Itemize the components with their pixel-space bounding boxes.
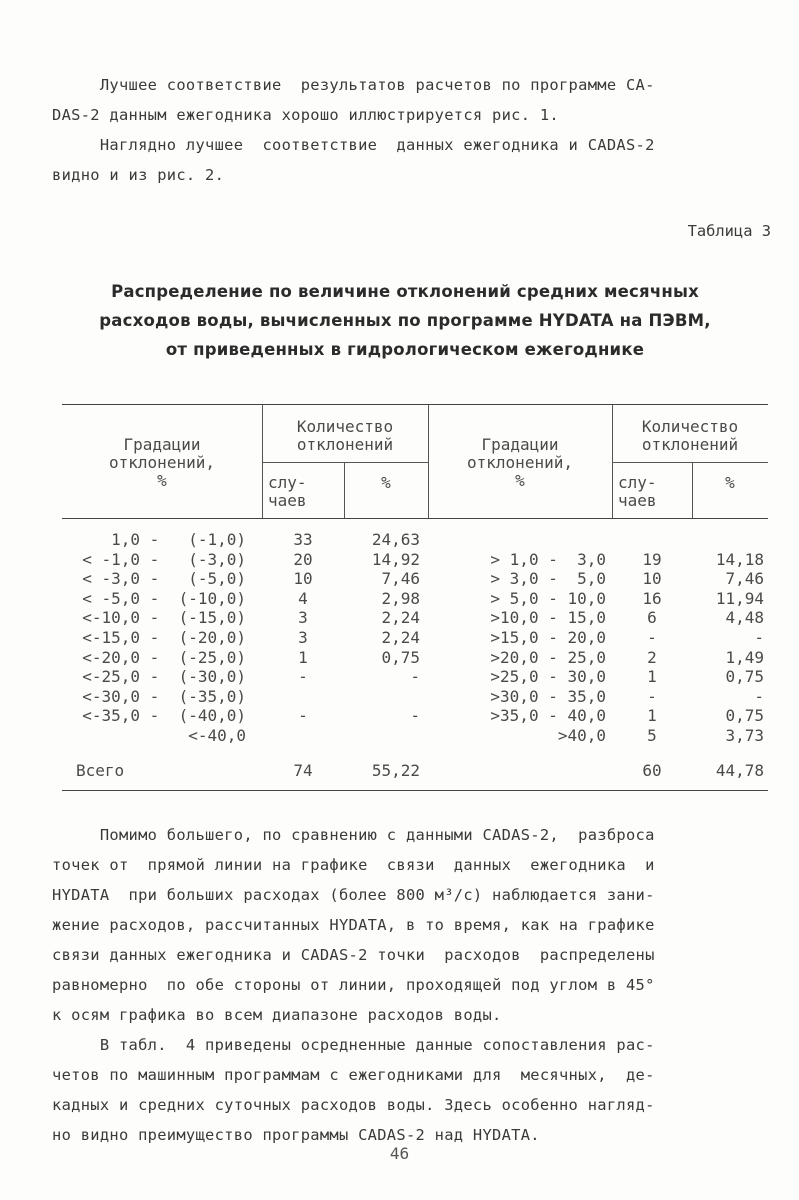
table-caption-line: Распределение по величине отклонений средних месячных	[111, 282, 699, 301]
table-bottom-rule	[62, 790, 768, 791]
header-gradation-right: Градации отклонений, %	[467, 435, 573, 490]
table-cell-gradation: <-20,0 - (-25,0)	[82, 647, 246, 667]
table-cell-gradation: >25,0 - 30,0	[490, 667, 606, 687]
table-cell-cases: 5	[647, 725, 657, 745]
paragraph-line: Лучшее соответствие результатов расчетов по программе CA-	[52, 76, 655, 94]
paragraph-line: HYDATA при больших расходах (более 800 м³/с) наблюдается зани-	[52, 886, 655, 904]
table-cell-cases: 2	[647, 647, 657, 667]
table-cell-percent	[344, 726, 420, 746]
table-cell-cases: 19	[642, 549, 662, 569]
table-cell-cases: 1	[298, 647, 308, 667]
table-cell-gradation: > 3,0 - 5,0	[490, 569, 606, 589]
total-label: Всего	[76, 761, 125, 780]
table-cell-percent: 7,46	[725, 569, 764, 589]
table-cell-cases	[262, 687, 344, 707]
table-header-rule	[62, 518, 768, 519]
table-cell-cases: -	[298, 667, 308, 687]
paragraph-line: но видно преимущество программы CADAS-2 над HYDATA.	[52, 1126, 540, 1144]
total-right-percent: 44,78	[715, 761, 764, 780]
header-percent-left: %	[381, 473, 391, 492]
table-cell-cases: -	[647, 627, 657, 647]
left-percents-column	[344, 530, 420, 746]
left-cases-column	[262, 530, 344, 746]
table-cell-gradation: >40,0	[557, 725, 606, 745]
table-cell-cases: 33	[293, 530, 313, 549]
table-cell-percent: 2,24	[381, 608, 420, 628]
table-cell-percent: 14,92	[371, 549, 420, 569]
table-caption-line: от приведенных в гидрологическом ежегоднике	[165, 340, 645, 359]
right-cases-column	[612, 530, 692, 746]
table-cell-cases: 1	[647, 667, 657, 687]
table-cell-gradation: 1,0 - (-1,0)	[111, 530, 246, 549]
paragraph-line: DAS-2 данным ежегодника хорошо иллюстрируется рис. 1.	[52, 106, 559, 124]
table-cell-percent: 0,75	[725, 706, 764, 726]
header-sub-rule-left	[262, 462, 428, 463]
right-percents-column	[692, 530, 764, 746]
paragraph-line: равномерно по обе стороны от линии, проходящей под углом в 45°	[52, 976, 655, 994]
table-label: Таблица 3	[687, 222, 771, 240]
total-left-percent: 55,22	[371, 761, 420, 780]
table-cell-cases: 10	[293, 569, 313, 589]
table-cell-percent: 2,98	[381, 588, 420, 608]
paragraph-line: к осям графика во всем диапазоне расходов воды.	[52, 1006, 502, 1024]
table-cell-percent: -	[754, 686, 764, 706]
table-cell-gradation: <-35,0 - (-40,0)	[82, 706, 246, 726]
paragraph-line: Помимо большего, по сравнению с данными CADAS-2, разброса	[52, 826, 655, 844]
header-count-left: Количество отклонений	[296, 417, 394, 454]
paragraph-line: Наглядно лучшее соответствие данных ежегодника и CADAS-2	[52, 136, 655, 154]
table-top-rule	[62, 404, 768, 405]
table-cell-percent: 2,24	[381, 627, 420, 647]
table-cell-cases: 6	[647, 608, 657, 628]
table-cell-percent: 0,75	[725, 667, 764, 687]
paragraph-line: точек от прямой линии на графике связи данных ежегодника и	[52, 856, 655, 874]
table-cell-cases: 3	[298, 627, 308, 647]
table-cell-cases: 4	[298, 588, 308, 608]
header-count-right: Количество отклонений	[641, 417, 739, 454]
paragraph-line: В табл. 4 приведены осредненные данные сопоставления рас-	[52, 1036, 655, 1054]
header-gradation-left: Градации отклонений, %	[109, 435, 215, 490]
table-cell-gradation: >15,0 - 20,0	[490, 627, 606, 647]
table-cell-gradation: > 5,0 - 10,0	[490, 588, 606, 608]
paragraph-line: четов по машинным программам с ежегодниками для месячных, де-	[52, 1066, 655, 1084]
table-cell-gradation: < -1,0 - (-3,0)	[82, 549, 246, 569]
table-cell-percent: 3,73	[725, 725, 764, 745]
table-cell-percent: 11,94	[715, 588, 764, 608]
table-cell-gradation	[428, 530, 606, 550]
table-cell-gradation: <-15,0 - (-20,0)	[82, 627, 246, 647]
table-cell-cases: 16	[642, 588, 662, 608]
table-cell-gradation: >30,0 - 35,0	[490, 686, 606, 706]
right-gradations-column	[428, 530, 606, 746]
table-cell-cases: 3	[298, 608, 308, 628]
table-cell-cases: 10	[642, 569, 662, 589]
header-cases-left: слу- чаев	[268, 473, 307, 510]
table-cell-cases: 1	[647, 706, 657, 726]
paragraph-line: жение расходов, рассчитанных HYDATA, в то время, как на графике	[52, 916, 655, 934]
table-cell-gradation: <-10,0 - (-15,0)	[82, 608, 246, 628]
table-cell-percent: -	[754, 627, 764, 647]
table-caption-line: расходов воды, вычисленных по программе HYDATA на ПЭВМ,	[99, 311, 711, 330]
table-cell-percent: 14,18	[715, 549, 764, 569]
table-cell-percent: 7,46	[381, 569, 420, 589]
table-cell-percent	[344, 687, 420, 707]
total-right-cases: 60	[642, 761, 662, 780]
left-gradations-column	[62, 530, 246, 746]
table-cell-gradation: > 1,0 - 3,0	[490, 549, 606, 569]
header-sub-rule-right	[612, 462, 768, 463]
table-cell-percent: -	[410, 667, 420, 687]
table-cell-percent: 1,49	[725, 647, 764, 667]
table-cell-gradation: <-40,0	[188, 725, 246, 745]
table-cell-cases: -	[298, 706, 308, 726]
table-cell-gradation: < -5,0 - (-10,0)	[82, 588, 246, 608]
paragraph-line: кадных и средних суточных расходов воды. Здесь особенно нагляд-	[52, 1096, 655, 1114]
table-cell-percent: 24,63	[371, 530, 420, 549]
table-cell-gradation: >35,0 - 40,0	[490, 706, 606, 726]
total-left-cases: 74	[293, 761, 313, 780]
table-cell-percent: 0,75	[381, 647, 420, 667]
table-cell-cases	[612, 530, 692, 550]
paragraph-line: связи данных ежегодника и CADAS-2 точки расходов распределены	[52, 946, 655, 964]
header-cases-right: слу- чаев	[618, 473, 657, 510]
table-cell-cases	[262, 726, 344, 746]
table-cell-percent	[692, 530, 764, 550]
table-cell-gradation: >20,0 - 25,0	[490, 647, 606, 667]
table-cell-percent: -	[410, 706, 420, 726]
table-cell-gradation: <-30,0 - (-35,0)	[82, 686, 246, 706]
header-percent-right: %	[725, 473, 735, 492]
table-cell-cases: -	[647, 686, 657, 706]
table-cell-gradation: < -3,0 - (-5,0)	[82, 569, 246, 589]
page-number: 46	[389, 1144, 410, 1163]
table-cell-percent: 4,48	[725, 608, 764, 628]
table-cell-gradation: <-25,0 - (-30,0)	[82, 667, 246, 687]
paragraph-line: видно и из рис. 2.	[52, 166, 225, 184]
table-cell-gradation: >10,0 - 15,0	[490, 608, 606, 628]
table-cell-cases: 20	[293, 549, 313, 569]
